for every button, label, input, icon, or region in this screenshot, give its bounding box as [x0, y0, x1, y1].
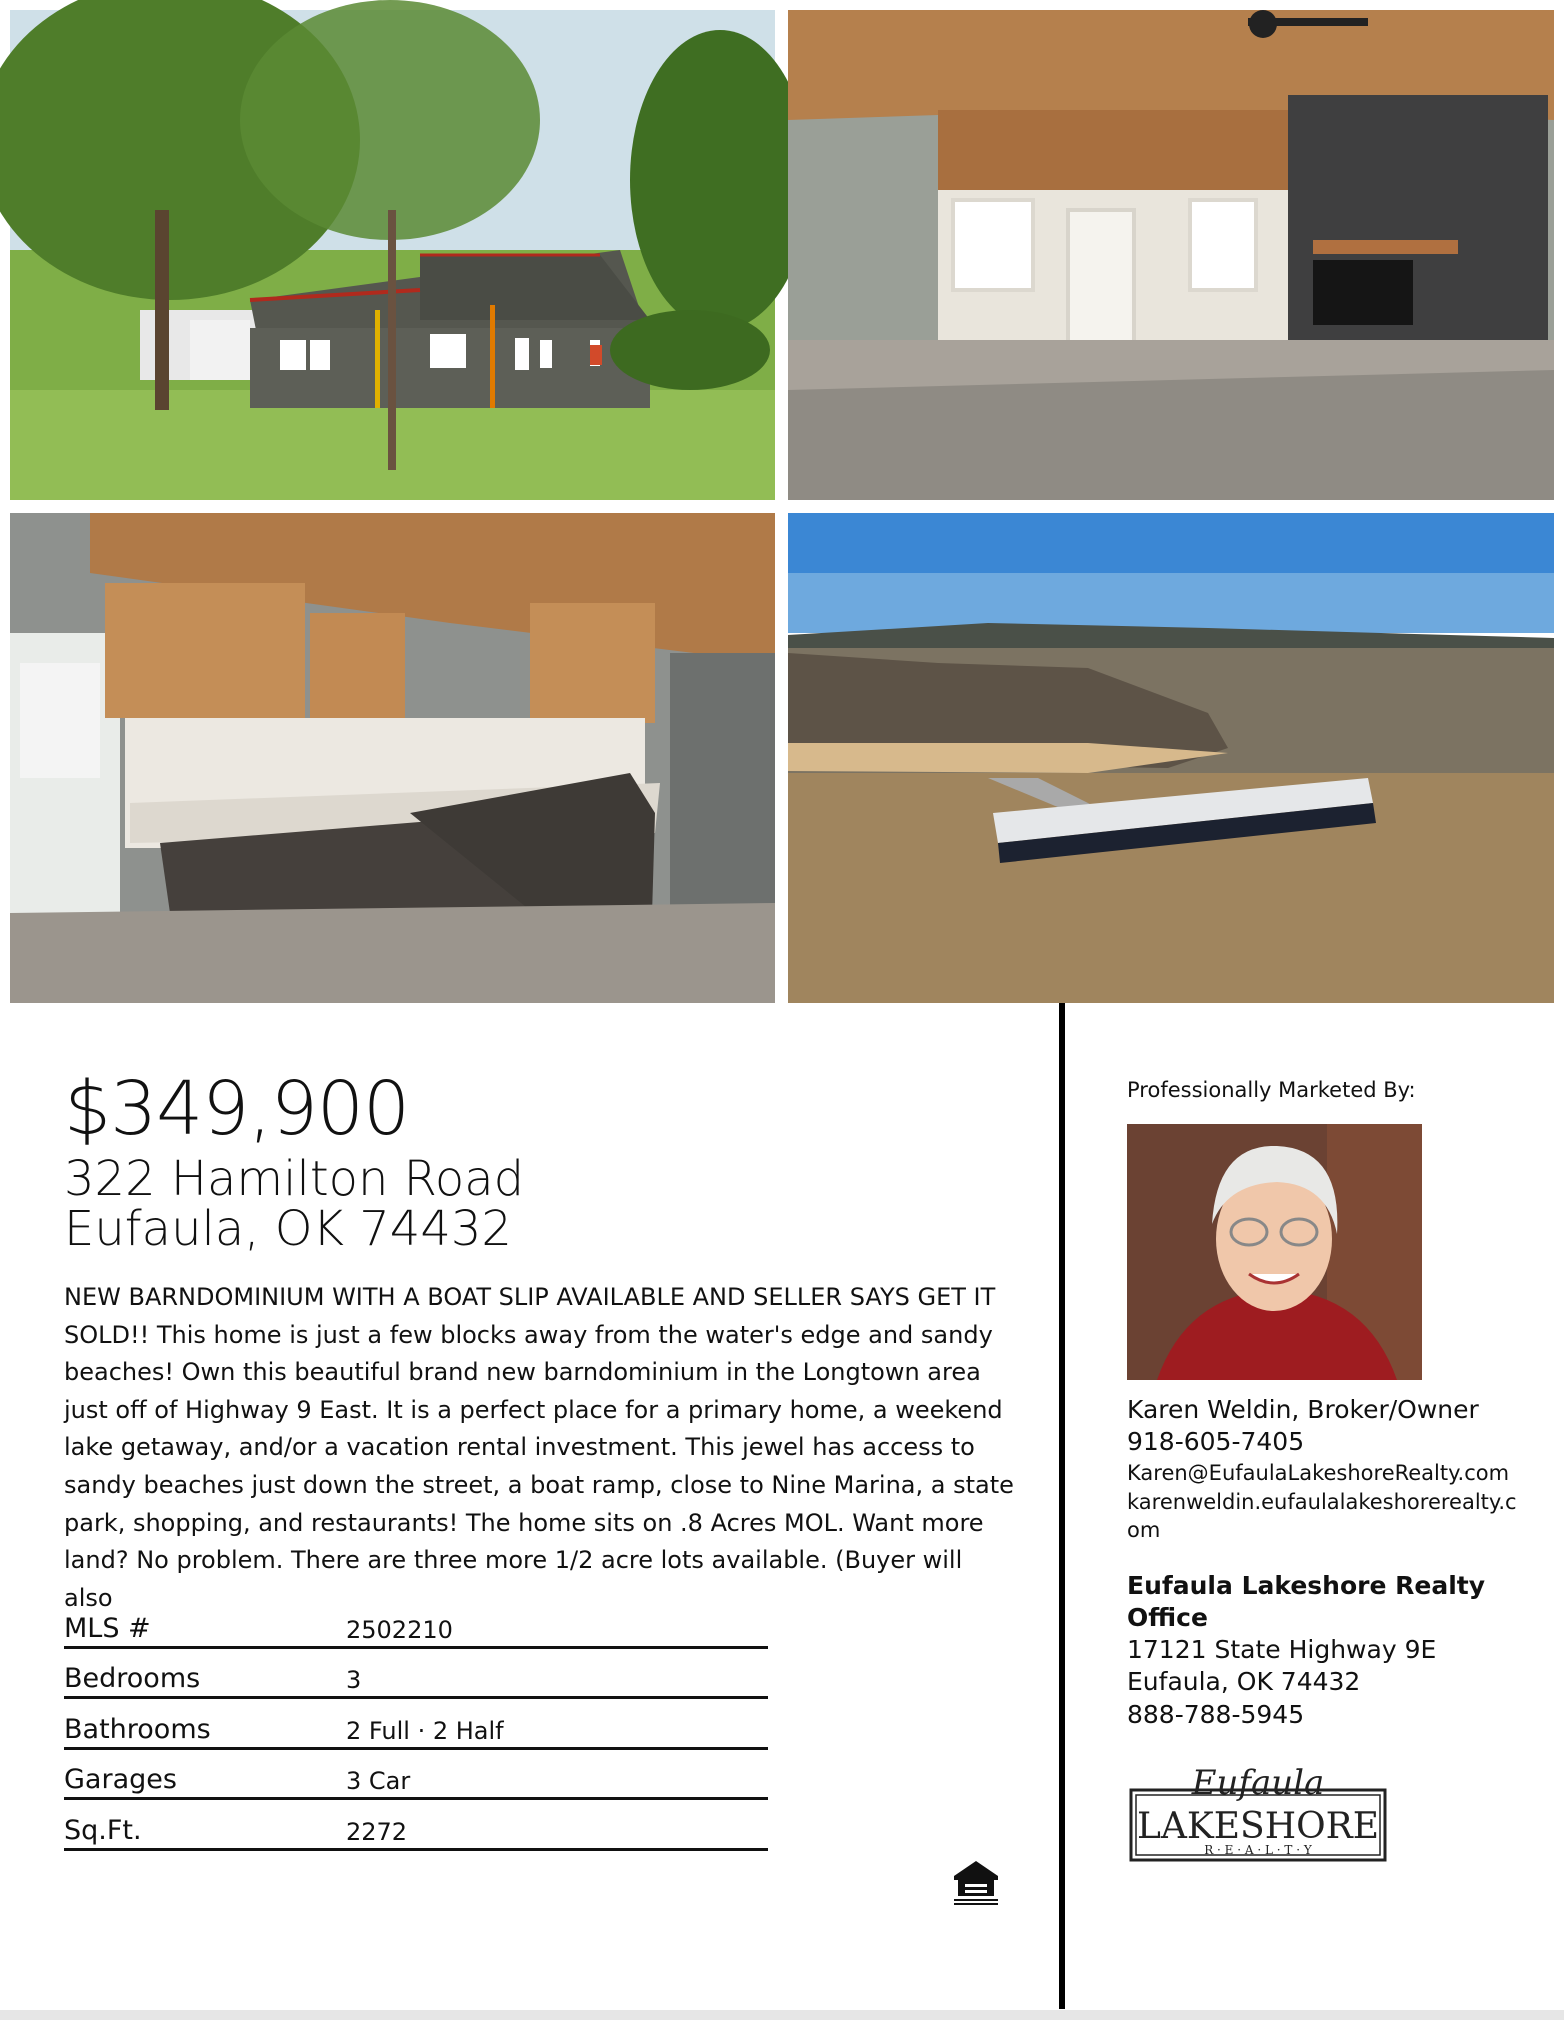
address-line-1: 322 Hamilton Road [64, 1151, 525, 1207]
listing-price: $349,900 [64, 1066, 410, 1152]
fact-value: 2502210 [346, 1615, 453, 1644]
lake-aerial-photo [788, 513, 1554, 1003]
fact-label: Bedrooms [64, 1663, 201, 1694]
office-address-line-1: 17121 State Highway 9E [1127, 1635, 1437, 1664]
logo-sub: R · E · A · L · T · Y [1204, 1843, 1312, 1857]
fact-label: Bathrooms [64, 1713, 211, 1745]
office-phone[interactable]: 888-788-5945 [1127, 1700, 1305, 1729]
fact-row-mls [64, 1598, 768, 1649]
agent-photo [1127, 1124, 1422, 1380]
logo-script: Eufaula [1191, 1763, 1325, 1803]
marketed-by-label: Professionally Marketed By: [1127, 1078, 1416, 1102]
address-line-2: Eufaula, OK 74432 [64, 1201, 512, 1257]
equal-housing-opportunity-icon [950, 1858, 1002, 1910]
fact-row-bedrooms [64, 1649, 768, 1700]
fact-row-bathrooms [64, 1699, 768, 1750]
fact-row-sqft [64, 1800, 768, 1851]
agent-email[interactable]: Karen@EufaulaLakeshoreRealty.com [1127, 1461, 1510, 1485]
fact-value: 2272 [346, 1817, 408, 1846]
eufaula-lakeshore-realty-logo [1127, 1758, 1389, 1866]
living-room-photo [788, 10, 1554, 500]
fact-label: MLS # [64, 1612, 151, 1644]
office-name: Eufaula Lakeshore Realty Office [1127, 1571, 1486, 1632]
vertical-divider [1059, 1003, 1065, 2009]
exterior-photo [10, 10, 775, 500]
listing-description: NEW BARNDOMINIUM WITH A BOAT SLIP AVAILABLE AND SELLER SAYS GET IT SOLD!! This home is just a few blocks away from the water's edge and sandy beaches! Own this beautiful brand new barndominium in the Longtown area just off of Highway 9 East. It is a perfect place for a primary home, a weekend lake getaway, and/or a vacation rental investment. This jewel has access to sandy beaches just down the street, a boat ramp, close to Nine Marina, a state park, shopping, and restaurants! The home sits on .8 Acres MOL. Want more land? No problem. There are three more 1/2 acre lots available. (Buyer will also [64, 1283, 1014, 1612]
office-address-line-2: Eufaula, OK 74432 [1127, 1667, 1361, 1696]
fact-label: Sq.Ft. [64, 1814, 142, 1846]
property-facts-table [64, 1598, 768, 1851]
fact-value: 3 Car [346, 1767, 411, 1795]
kitchen-photo [10, 513, 775, 1003]
fact-value: 3 [346, 1666, 362, 1694]
fact-label: Garages [64, 1764, 177, 1795]
fact-row-garages [64, 1750, 768, 1801]
bottom-bar [0, 2010, 1564, 2020]
agent-name: Karen Weldin, Broker/Owner [1127, 1395, 1479, 1424]
agent-website[interactable]: karenweldin.eufaulalakeshorerealty.com [1127, 1490, 1517, 1542]
agent-phone[interactable]: 918-605-7405 [1127, 1427, 1305, 1456]
logo-main: LAKESHORE [1136, 1806, 1380, 1847]
fact-value: 2 Full · 2 Half [346, 1716, 504, 1745]
